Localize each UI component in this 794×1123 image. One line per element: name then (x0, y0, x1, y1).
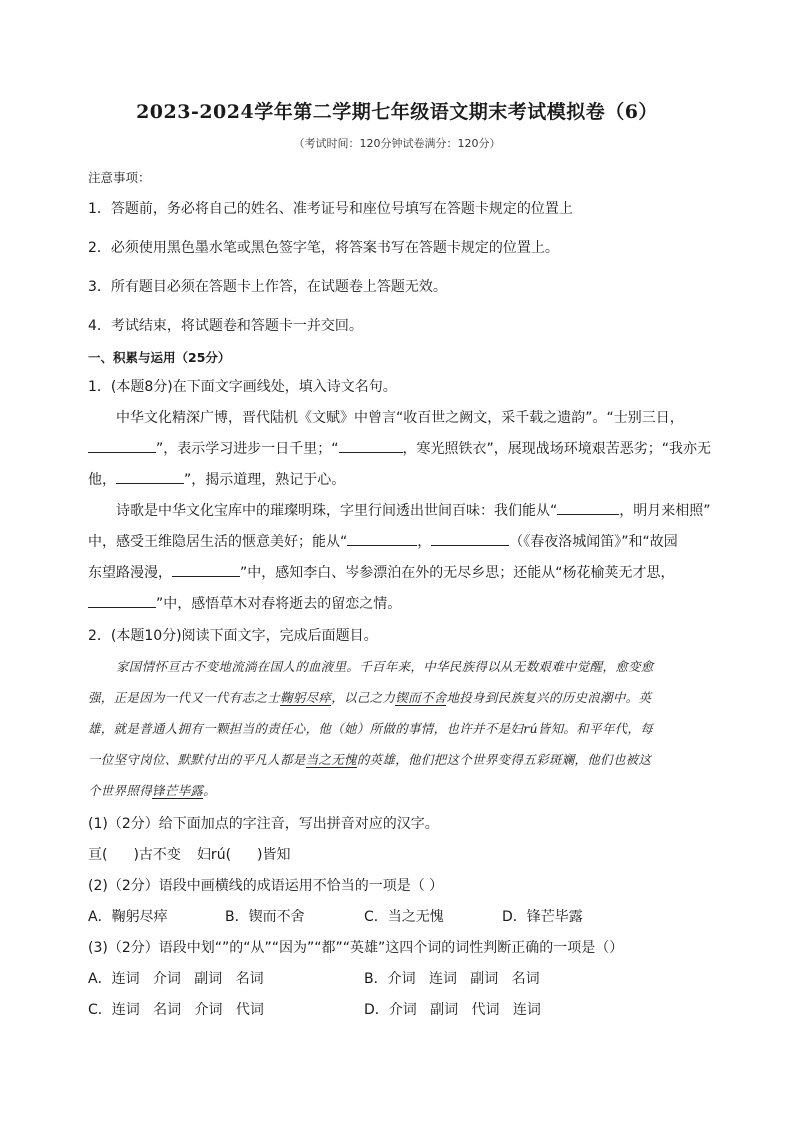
q1-text-line: 他， ”，揭示道理，熟记于心。 (88, 469, 345, 489)
exam-info: （考试时间：120分钟试卷满分：120分） (293, 137, 501, 150)
option-a[interactable]: A．鞠躬尽瘁 (88, 909, 168, 925)
underlined-idiom: 当之无愧 (305, 752, 357, 767)
option-d[interactable]: D．介词 副词 代词 连词 (364, 1002, 541, 1018)
notice-item: 1．答题前，务必将自己的姓名、准考证号和座位号填写在答题卡规定的位置上 (88, 201, 573, 217)
question-stem: 1．(本题8分)在下面文字画线处，填入诗文名句。 (88, 379, 397, 395)
answer-blank[interactable] (347, 531, 417, 546)
option-c[interactable]: C．连词 名词 介词 代词 (88, 1002, 264, 1018)
notice-heading: 注意事项： (88, 170, 151, 185)
q1-text-line: 东望路漫漫， ”中，感知李白、岑参漂泊在外的无尽乡思；还能从“杨花榆荚无才思， (88, 562, 675, 582)
option-d[interactable]: D．锋芒毕露 (502, 909, 583, 925)
option-c[interactable]: C．当之无愧 (364, 909, 444, 925)
answer-blank[interactable] (172, 562, 240, 577)
page-title: 2023-2024学年第二学期七年级语文期末考试模拟卷（6） (136, 101, 658, 123)
sub-question-stem: (1)（2分）给下面加点的字注音，写出拼音对应的汉字。 (88, 816, 439, 832)
answer-blank[interactable] (431, 531, 509, 546)
answer-blank[interactable] (116, 469, 184, 484)
underlined-idiom: 锋芒毕露 (152, 783, 204, 798)
underlined-idiom: 鞠躬尽瘁 (280, 690, 332, 705)
notice-item: 3．所有题目必须在答题卡上作答，在试题卷上答题无效。 (88, 279, 447, 295)
option-b[interactable]: B．锲而不舍 (225, 909, 305, 925)
option-b[interactable]: B．介词 连词 副词 名词 (364, 971, 540, 987)
section-heading: 一、积累与运用（25分） (88, 350, 231, 365)
underlined-idiom: 锲而不舍 (395, 690, 447, 705)
sub-question-stem: (3)（2分）语段中划“”的“从”“因为”“都”“英雄”这四个词的词性判断正确的一项是（） (88, 940, 624, 956)
answer-blank[interactable] (88, 438, 156, 453)
q1-text-line: ”中，感悟草木对春将逝去的留恋之情。 (88, 593, 401, 613)
question-stem: 2．(本题10分)阅读下面文字，完成后面题目。 (88, 628, 378, 644)
answer-blank[interactable] (88, 593, 156, 608)
q1-text-line: 中华文化精深广博，晋代陆机《文赋》中曾言“收百世之阙文，采千载之遗韵”。“士别三日， (116, 410, 684, 426)
passage-line: 家国情怀亘古不变地流淌在国人的血液里。千百年来，中华民族得以从无数艰难中觉醒，愈变愈 (116, 659, 654, 674)
notice-item: 4．考试结束，将试题卷和答题卡一并交回。 (88, 318, 363, 334)
passage-line: 雄，就是普通人拥有一颗担当的责任心，他（她）所做的事情，也许并不是妇rú皆知。和平年代，每 (88, 721, 654, 736)
q1-text-line: 中，感受王维隐居生活的惬意美好；能从“ ， （《春夜洛城闻笛》”和“故园 (88, 531, 678, 551)
passage-line: 个世界照得锋芒毕露。 (88, 783, 217, 798)
answer-blank[interactable] (339, 438, 403, 453)
q1-text-line: 诗歌是中华文化宝库中的璀璨明珠，字里行间透出世间百味：我们能从“ ，明月来相照” (116, 500, 711, 520)
sub-question-stem: (2)（2分）语段中画横线的成语运用不恰当的一项是（ ） (88, 878, 444, 894)
answer-blank[interactable] (557, 500, 619, 515)
pinyin-question: 亘( )古不变 妇rú( )皆知 (88, 847, 291, 863)
option-a[interactable]: A．连词 介词 副词 名词 (88, 971, 264, 987)
passage-line: 一位坚守岗位、默默付出的平凡人都是当之无愧的英雄，他们把这个世界变得五彩斑斓，他们也被这 (88, 752, 652, 767)
q1-text-line: ”，表示学习进步一日千里；“ ，寒光照铁衣”，展现战场环境艰苦恶劣；“我亦无 (88, 438, 711, 458)
notice-item: 2．必须使用黑色墨水笔或黑色签字笔，将答案书写在答题卡规定的位置上。 (88, 240, 559, 256)
passage-line: 强，正是因为一代又一代有志之士鞠躬尽瘁，以己之力锲而不舍地投身到民族复兴的历史浪潮中。英 (88, 690, 652, 705)
